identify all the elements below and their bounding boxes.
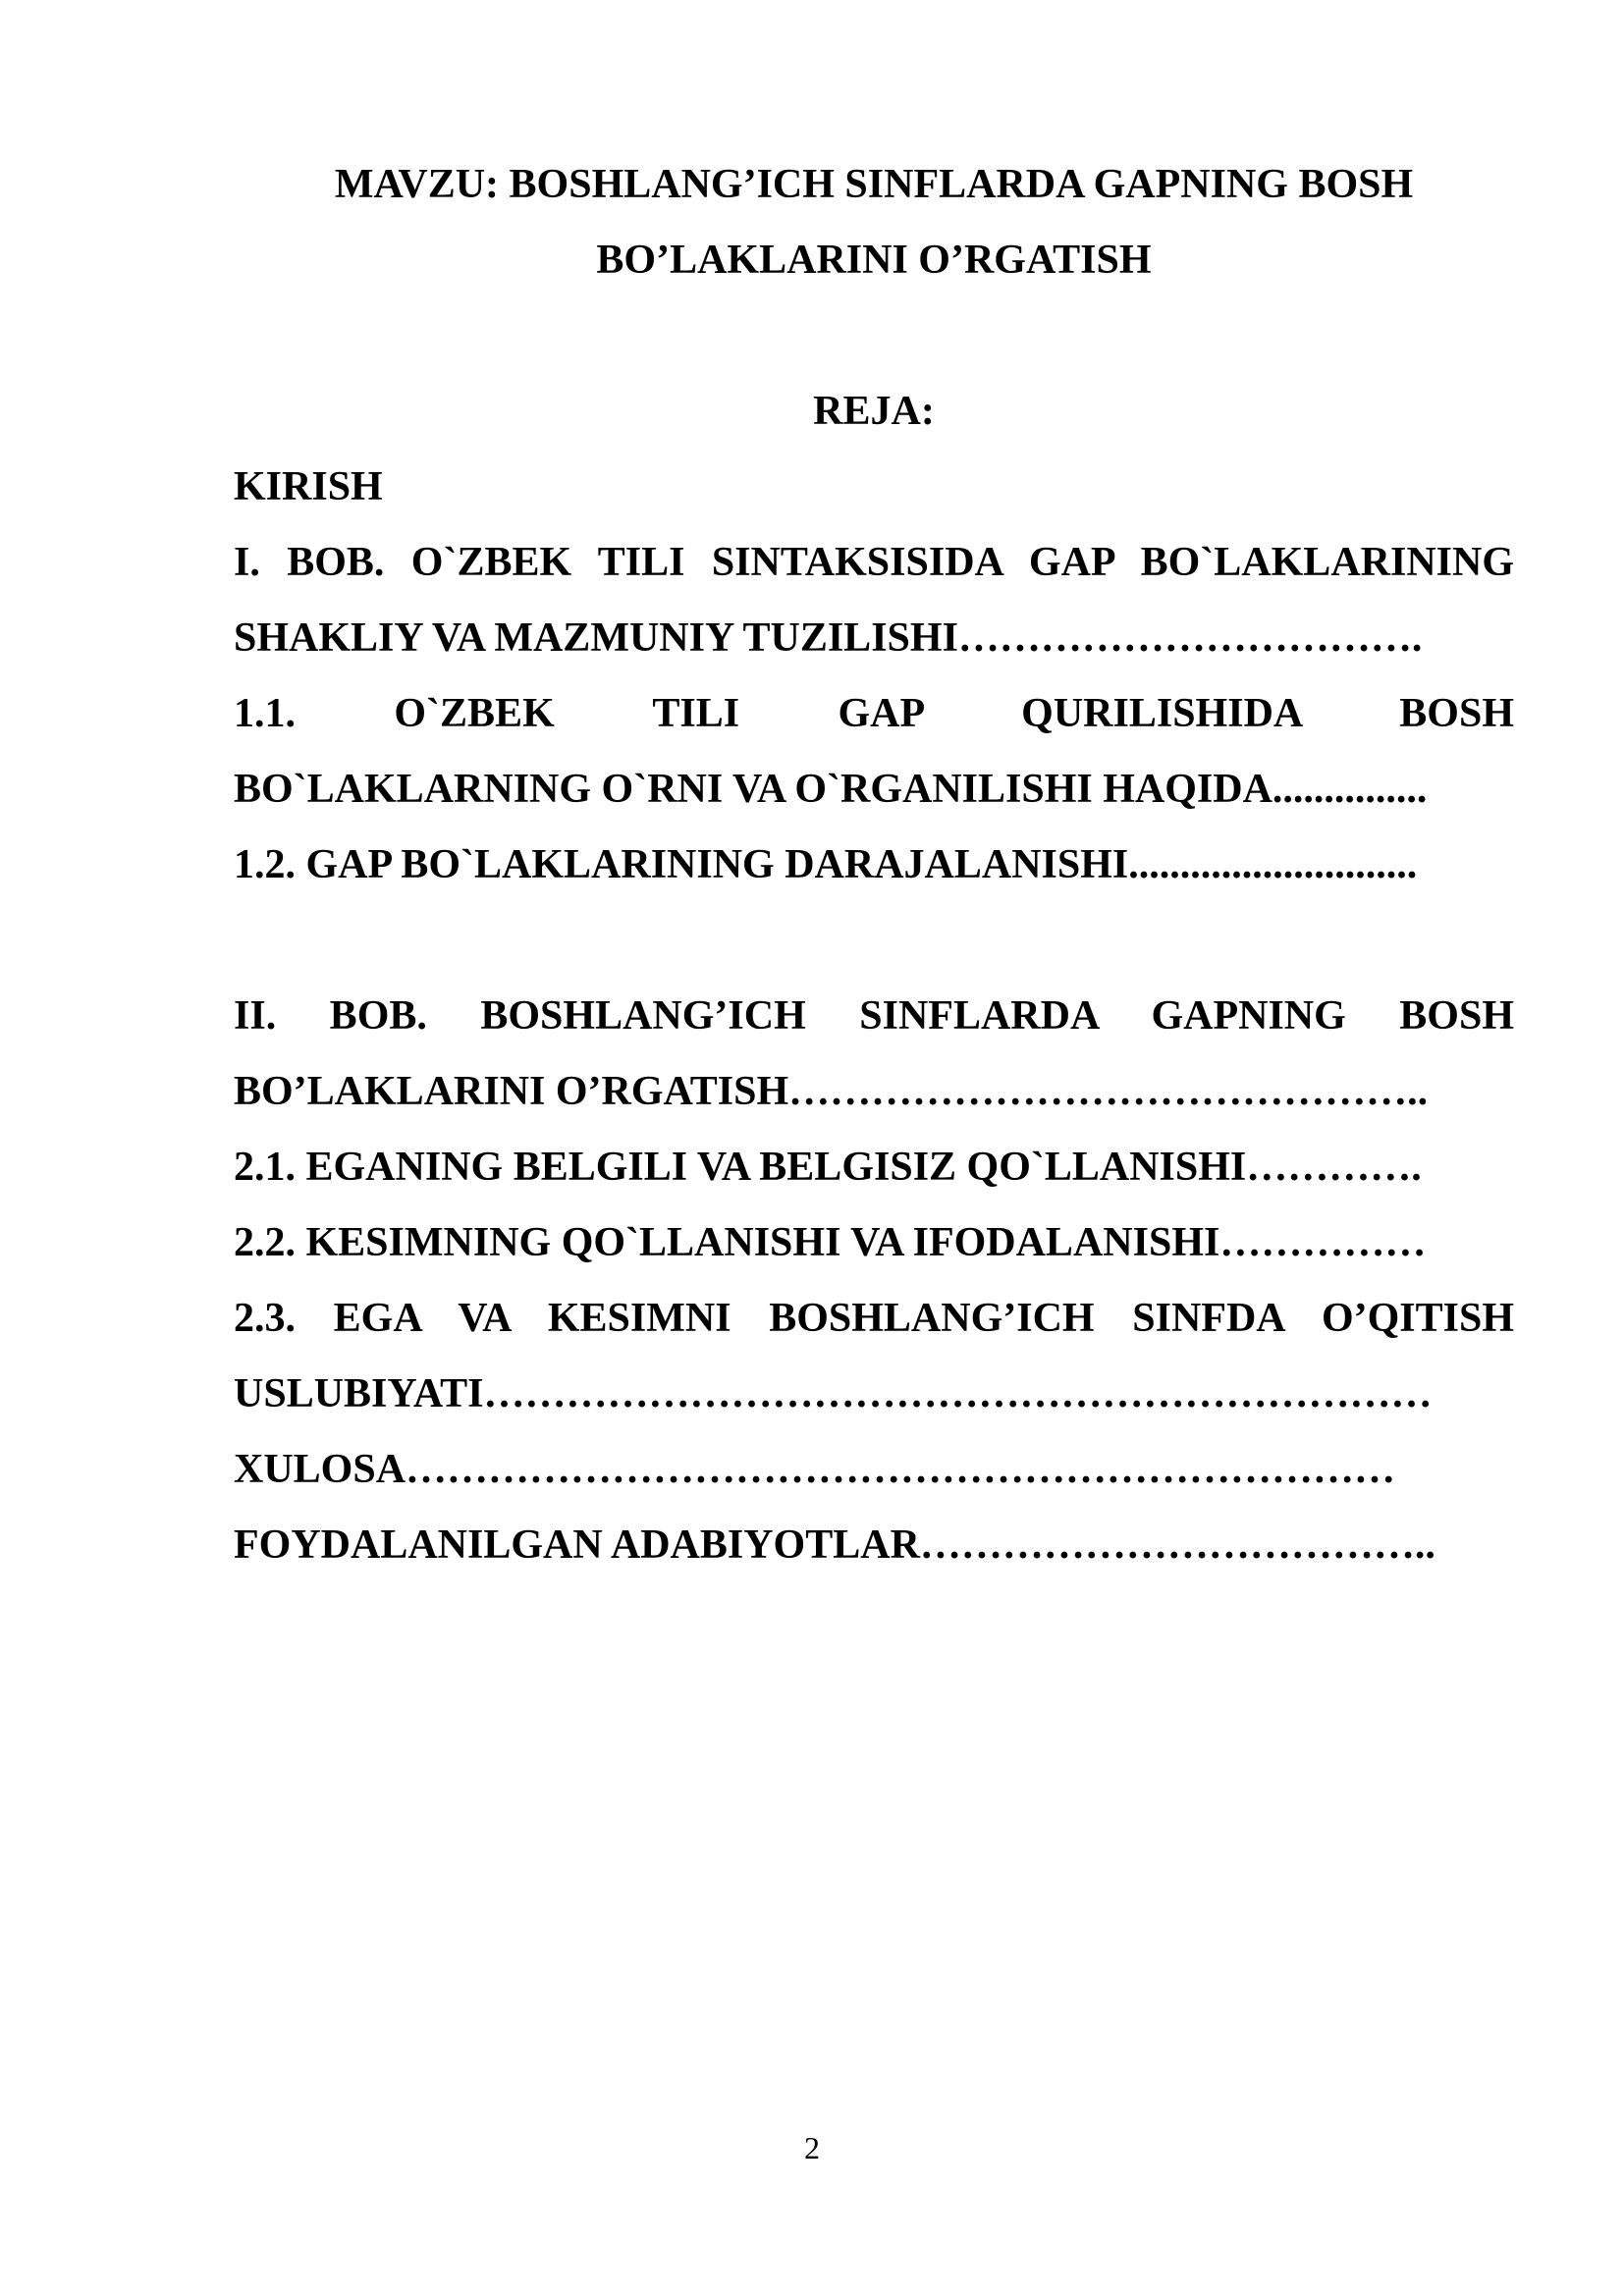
document-title [234,147,1514,298]
title-line-1: MAVZU: BOSHLANG’ICH SINFLARDA GAPNING BOSH [334,162,1414,207]
toc-entry-conclusion: XULOSA……………………………………………………………… [234,1447,1396,1492]
title-line-2: BO’LAKLARINI O’RGATISH [596,238,1152,283]
plan-heading: REJA: [813,389,935,434]
toc-entry-chapter-1: I. BOB. O`ZBEK TILI SINTAKSISIDA GAP BO`LAKLARINING [234,540,1514,585]
toc-entry-chapter-1-cont: SHAKLIY VA MAZMUNIY TUZILISHI……………………………. [234,615,1423,661]
page-content [234,147,1514,1583]
toc-entry-chapter-2-cont: BO’LAKLARINI O’RGATISH……………………………………….. [234,1069,1429,1114]
toc-entry-section-2-1: 2.1. EGANING BELGILI VA BELGISIZ QO`LLANISHI…………. [234,1145,1422,1190]
toc-entry-section-1-1: 1.1. O`ZBEK TILI GAP QURILISHIDA BOSH [234,691,1514,736]
page-number: 2 [804,2130,820,2165]
toc-entry-references: FOYDALANILGAN ADABIYOTLAR……………………………….. [234,1522,1435,1568]
toc-entry-section-1-1-cont: BO`LAKLARNING O`RNI VA O`RGANILISHI HAQIDA............... [234,767,1428,812]
spacer [234,903,1514,979]
toc-entry-section-2-3-cont: USLUBIYATI…………………………………………………………… [234,1371,1433,1416]
toc-entry-section-2-3: 2.3. EGA VA KESIMNI BOSHLANG’ICH SINFDA O’QITISH [234,1296,1514,1341]
toc-entry-introduction: KIRISH [234,464,383,509]
toc-entry-chapter-2: II. BOB. BOSHLANG’ICH SINFLARDA GAPNING BOSH [234,993,1514,1039]
toc-entry-section-1-2: 1.2. GAP BO`LAKLARINING DARAJALANISHI............................ [234,842,1418,887]
toc-entry-section-2-2: 2.2. KESIMNING QO`LLANISHI VA IFODALANISHI…………… [234,1220,1427,1265]
